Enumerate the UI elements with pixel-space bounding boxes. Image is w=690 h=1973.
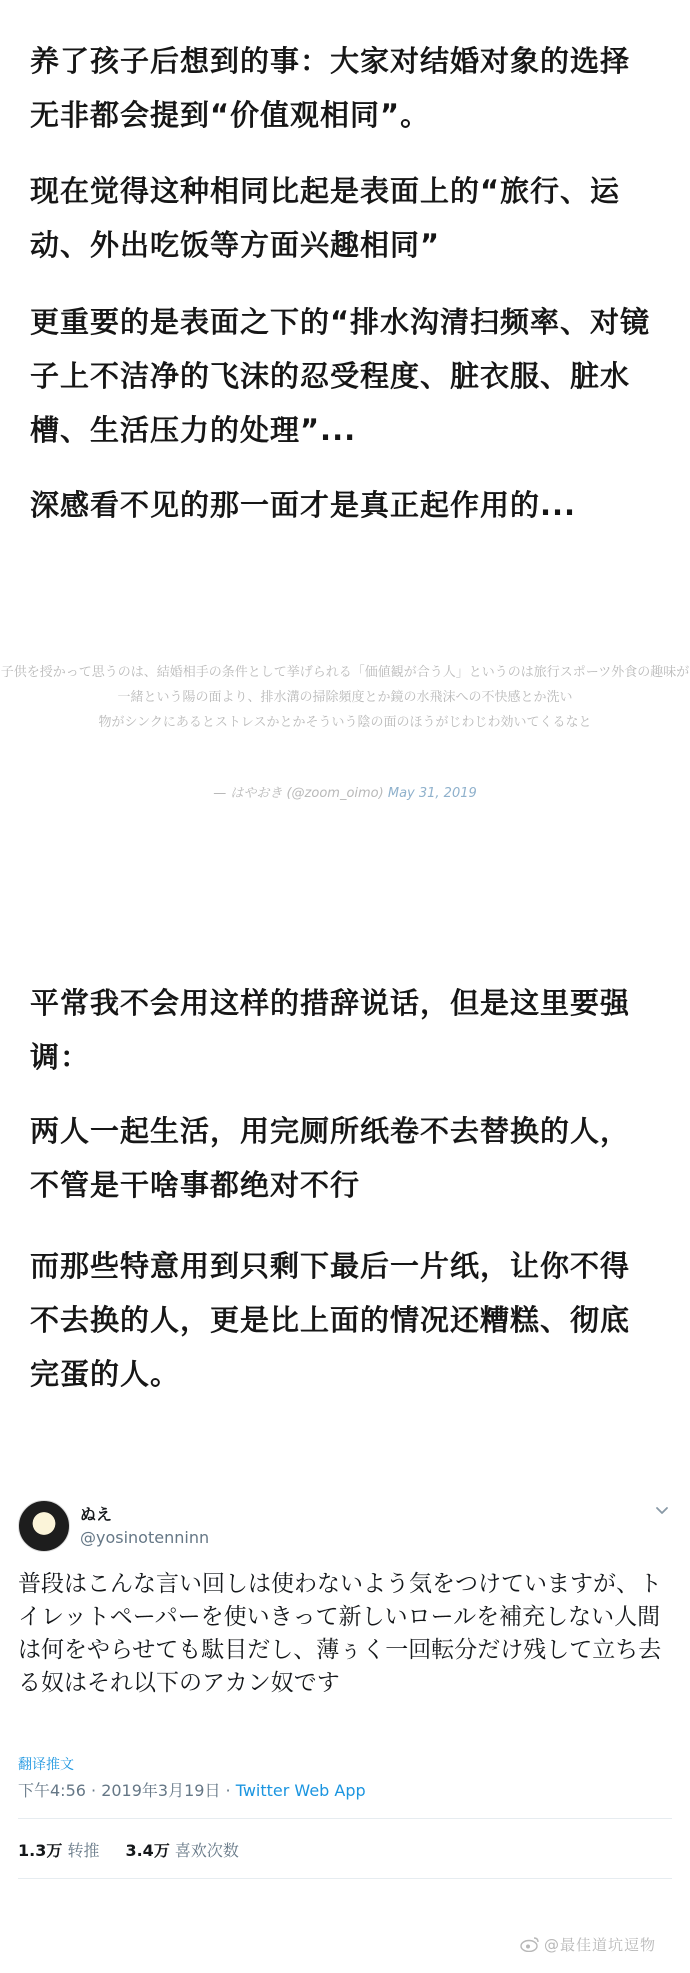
divider <box>18 1878 672 1879</box>
paragraph-4: 深感看不见的那一面才是真正起作用的... <box>30 488 577 522</box>
chevron-down-icon[interactable] <box>654 1502 670 1518</box>
tweet-handle[interactable]: @yosinotenninn <box>80 1528 210 1547</box>
watermark <box>520 1934 656 1955</box>
retweets-label: 转推 <box>67 1841 100 1860</box>
paragraph-7: 而那些特意用到只剩下最后一片纸，让你不得不去换的人，更是比上面的情况还糟糕、彻底完蛋的人。 <box>30 1249 631 1391</box>
paragraph-3: 更重要的是表面之下的“排水沟清扫频率、对镜子上不洁净的飞沫的忍受程度、脏衣服、脏水槽、生活压力的处理”... <box>30 305 651 447</box>
weibo-logo-icon <box>520 1936 540 1952</box>
likes-count: 3.4万 <box>125 1841 170 1860</box>
embedded-tweet-line: 物がシンクにあるとストレスかとかそういう陰の面のほうがじわじわ効いてくるなと <box>98 715 592 730</box>
retweets-count: 1.3万 <box>18 1841 63 1860</box>
tweet-source-app[interactable]: Twitter Web App <box>235 1781 366 1800</box>
embedded-tweet-date-link[interactable]: May 31, 2019 <box>387 786 477 801</box>
tweet-display-name[interactable]: ぬえ <box>80 1505 113 1524</box>
avatar[interactable] <box>18 1500 70 1552</box>
paragraph-5: 平常我不会用这样的措辞说话，但是这里要强调： <box>30 986 631 1074</box>
tweet-timestamp[interactable]: 下午4:56 · 2019年3月19日 · <box>18 1781 236 1800</box>
likes-stat[interactable] <box>125 1841 238 1860</box>
embedded-tweet-line: 子供を授かって思うのは、結婚相手の条件として挙げられる「価値観が合う人」というのは旅行スポーツ外食の趣味が一緒という陽の面より、排水溝の掃除頻度とか鏡の水飛沫への不快感とか洗い <box>0 665 690 705</box>
divider <box>18 1818 672 1819</box>
retweets-stat[interactable] <box>18 1841 99 1860</box>
embedded-tweet-author: — はやおき (@zoom_oimo) <box>213 786 384 801</box>
paragraph-1: 养了孩子后想到的事：大家对结婚对象的选择无非都会提到“价值观相同”。 <box>30 44 631 132</box>
tweet-stats <box>18 1838 239 1861</box>
paragraph-2: 现在觉得这种相同比起是表面上的“旅行、运动、外出吃饭等方面兴趣相同” <box>30 174 621 262</box>
embedded-tweet-attribution <box>0 782 690 801</box>
paragraph-6: 两人一起生活，用完厕所纸卷不去替换的人，不管是干啥事都绝对不行 <box>30 1114 631 1202</box>
likes-label: 喜欢次数 <box>174 1841 239 1860</box>
tweet-text: 普段はこんな言い回しは使わないよう気をつけていますが、トイレットペーパーを使いきって新しいロールを補充しない人間は何をやらせても駄目だし、薄ぅく一回転分だけ残して立ち去る奴はそれ以下のアカン奴です <box>18 1571 662 1696</box>
translate-tweet-link[interactable]: 翻译推文 <box>18 1757 74 1773</box>
embedded-tweet-quote <box>0 660 690 735</box>
watermark-text: @最佳道坑逗物 <box>544 1936 657 1954</box>
tweet-metadata <box>18 1778 366 1801</box>
tweet-card <box>0 1482 690 1973</box>
